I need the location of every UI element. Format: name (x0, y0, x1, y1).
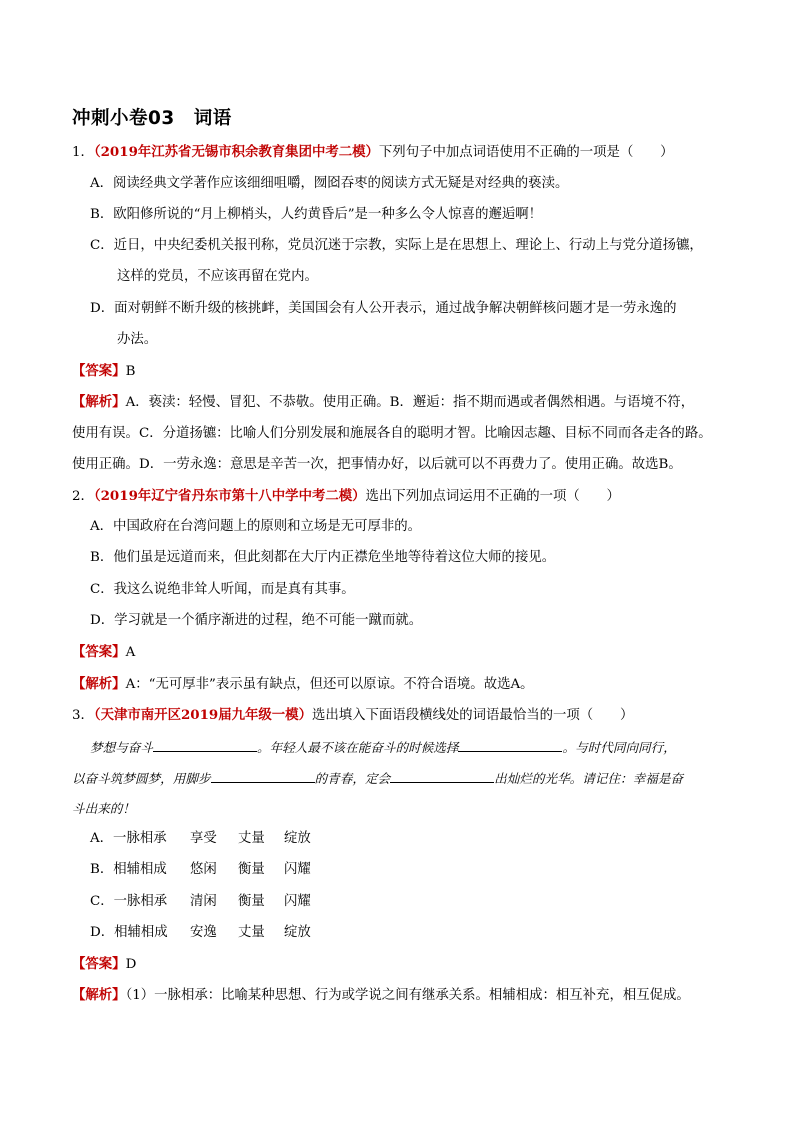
analysis-line (72, 986, 690, 1005)
option-b (90, 861, 324, 879)
option-word: 绽放 (284, 831, 311, 846)
answer-tag: 【答案】 (72, 363, 126, 379)
analysis-line (72, 675, 534, 694)
option-word: 丈量 (238, 831, 265, 846)
question-text: 下列句子中加点词语使用不正确的一项是（ ） (378, 145, 674, 160)
analysis-text: （1）一脉相承：比喻某种思想、行为或学说之间有继承关系。相辅相成：相互补充，相互促成。 (125, 988, 690, 1003)
option-word: 享受 (190, 831, 217, 846)
option-word: 安逸 (190, 925, 217, 940)
question-source: （2019年辽宁省丹东市第十八中学中考二模） (93, 488, 366, 504)
option-b: B．他们虽是远道而来，但此刻都在大厅内正襟危坐地等待着这位大师的接见。 (90, 550, 556, 565)
answer-line (72, 643, 135, 662)
question-number: 3． (72, 708, 94, 723)
analysis-tag: 【解析】 (72, 676, 126, 692)
analysis-line (72, 393, 694, 412)
answer-value: A (125, 645, 136, 660)
fill-blank (211, 769, 315, 783)
fill-blank (458, 738, 562, 752)
option-word: 衡量 (238, 894, 265, 909)
option-word: D．相辅相成 (90, 925, 168, 940)
passage-text: 。年轻人最不该在能奋斗的时候选择 (256, 740, 459, 755)
passage-line: 斗出来的！ (72, 801, 135, 816)
question-text: 选出下列加点词运用不正确的一项（ ） (365, 489, 620, 504)
analysis-tag: 【解析】 (72, 987, 126, 1003)
passage-text: 。与时代同向同行， (562, 740, 676, 755)
option-word: 闪耀 (284, 894, 311, 909)
answer-line (72, 955, 136, 974)
option-word: 闪耀 (284, 862, 311, 877)
answer-value: D (125, 957, 137, 972)
option-word: C．一脉相承 (90, 894, 168, 909)
option-word: 衡量 (238, 862, 265, 877)
analysis-continued: 使用有误。C．分道扬镳：比喻人们分别发展和施展各自的聪明才智。比喻因志趣、目标不同而各走各的路。 (72, 426, 712, 441)
page-title: 冲刺小卷03 词语 (72, 108, 232, 129)
passage-text: 的青春，定会 (314, 771, 391, 786)
fill-blank (390, 769, 494, 783)
answer-value: B (125, 364, 136, 379)
passage-line (72, 769, 683, 788)
answer-line (72, 362, 135, 381)
option-b: B．欧阳修所说的“月上柳梢头，人约黄昏后”是一种多么令人惊喜的邂逅啊！ (90, 207, 543, 222)
question-source: （天津市南开区2019届九年级一模） (93, 707, 312, 723)
question-number: 2． (72, 489, 94, 504)
option-a: A．阅读经典文学著作应该细细咀嚼，囫囵吞枣的阅读方式无疑是对经典的亵渎。 (90, 176, 569, 191)
passage-text: 出灿烂的光华。请记住：幸福是奋 (494, 771, 683, 786)
option-a (90, 830, 324, 848)
option-word: A．一脉相承 (90, 831, 167, 846)
question-3-stem (72, 706, 633, 725)
option-d: D．面对朝鲜不断升级的核挑衅，美国国会有人公开表示，通过战争解决朝鲜核问题才是一劳永逸的 (90, 301, 677, 316)
fill-blank (153, 738, 257, 752)
option-d-continued: 办法。 (117, 332, 158, 347)
question-1-stem (72, 143, 674, 162)
option-c (90, 893, 324, 911)
question-2-stem (72, 487, 620, 506)
passage-line (90, 738, 676, 757)
option-d: D．学习就是一个循序渐进的过程，绝不可能一蹴而就。 (90, 613, 423, 628)
option-c: C．近日，中央纪委机关报刊称，党员沉迷于宗教，实际上是在思想上、理论上、行动上与党分道扬镳， (90, 238, 703, 253)
answer-tag: 【答案】 (72, 644, 126, 660)
option-word: 清闲 (190, 894, 217, 909)
passage-text: 以奋斗筑梦圆梦，用脚步 (72, 771, 211, 786)
option-a: A．中国政府在台湾问题上的原则和立场是无可厚非的。 (90, 519, 422, 534)
analysis-text: A．亵渎：轻慢、冒犯、不恭敬。使用正确。B．邂逅：指不期而遇或者偶然相遇。与语境不符， (125, 395, 695, 410)
option-word: 丈量 (238, 925, 265, 940)
option-c-continued: 这样的党员，不应该再留在党内。 (117, 269, 318, 284)
option-c: C．我这么说绝非耸人听闻，而是真有其事。 (90, 582, 355, 597)
answer-tag: 【答案】 (72, 956, 126, 972)
question-source: （2019年江苏省无锡市积余教育集团中考二模） (93, 144, 379, 160)
question-text: 选出填入下面语段横线处的词语最恰当的一项（ ） (311, 708, 634, 723)
option-word: 绽放 (284, 925, 311, 940)
option-word: B．相辅相成 (90, 862, 167, 877)
passage-text: 梦想与奋斗 (90, 740, 153, 755)
option-word: 悠闲 (190, 862, 217, 877)
analysis-tag: 【解析】 (72, 394, 126, 410)
analysis-continued: 使用正确。D．一劳永逸：意思是辛苦一次，把事情办好，以后就可以不再费力了。使用正确。故选B。 (72, 457, 682, 472)
question-number: 1． (72, 145, 94, 160)
option-d (90, 924, 324, 942)
analysis-text: A：“无可厚非”表示虽有缺点，但还可以原谅。不符合语境。故选A。 (125, 677, 534, 692)
